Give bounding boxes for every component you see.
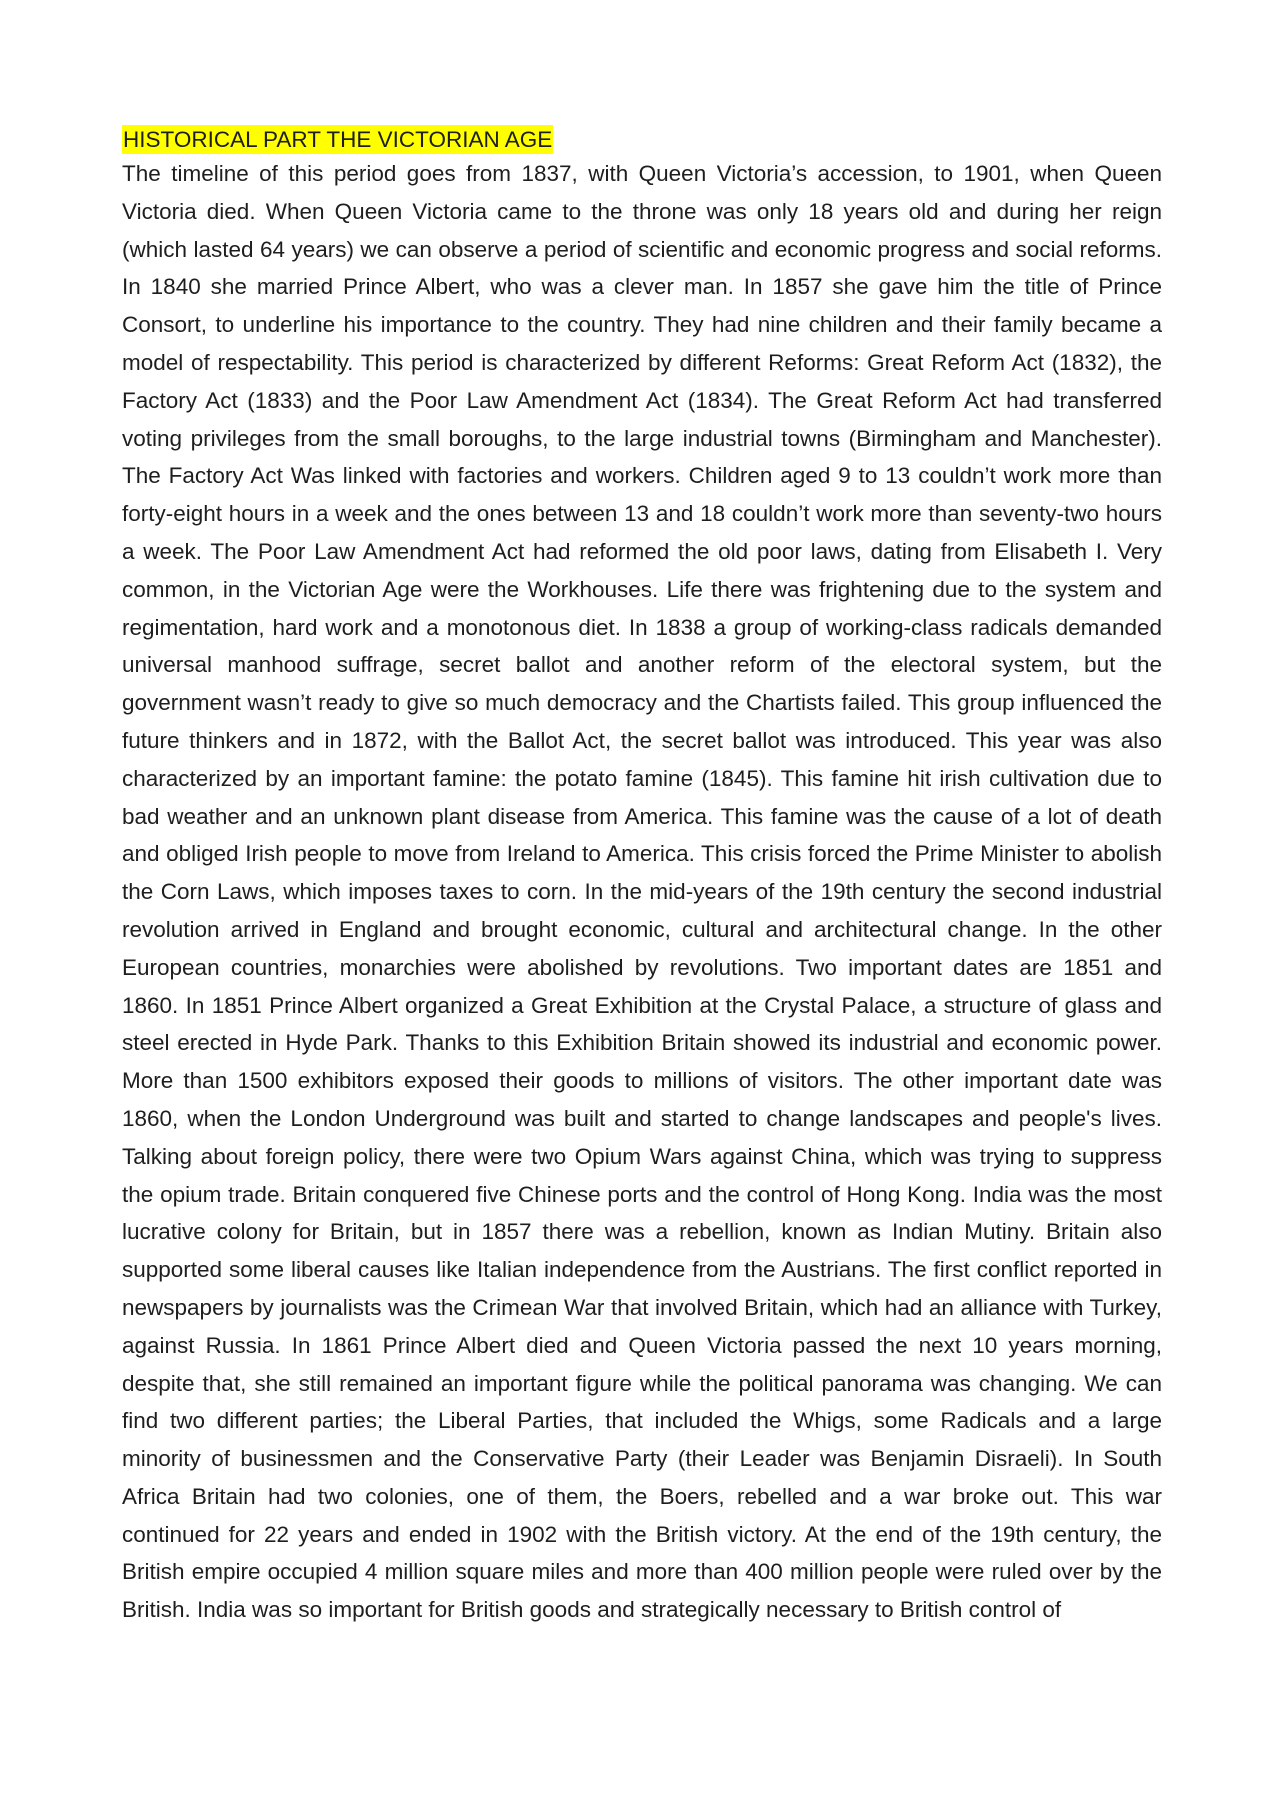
- section-heading: HISTORICAL PART THE VICTORIAN AGE: [123, 127, 553, 152]
- body-paragraph: The timeline of this period goes from 1837, with Queen Victoria’s accession, to 1901, when Queen Victoria died. When Queen Victoria came to the throne was only 18 years old and during her reign (which lasted 64 years) we can observe a period of scientific and economic progress and social reforms. In 1840 she married Prince Albert, who was a clever man. In 1857 she gave him the title of Prince Consort, to underline his importance to the country. They had nine children and their family became a model of respectability. This period is characterized by different Reforms: Great Reform Act (1832), the Factory Act (1833) and the Poor Law Amendment Act (1834). The Great Reform Act had transferred voting privileges from the small boroughs, to the large industrial towns (Birmingham and Manchester). The Factory Act Was linked with factories and workers. Children aged 9 to 13 couldn’t work more than forty-eight hours in a week and the ones between 13 and 18 couldn’t work more than seventy-two hours a week. The Poor Law Amendment Act had reformed the old poor laws, dating from Elisabeth I. Very common, in the Victorian Age were the Workhouses. Life there was frightening due to the system and regimentation, hard work and a monotonous diet. In 1838 a group of working-class radicals demanded universal manhood suffrage, secret ballot and another reform of the electoral system, but the government wasn’t ready to give so much democracy and the Chartists failed. This group influenced the future thinkers and in 1872, with the Ballot Act, the secret ballot was introduced. This year was also characterized by an important famine: the potato famine (1845). This famine hit irish cultivation due to bad weather and an unknown plant disease from America. This famine was the cause of a lot of death and obliged Irish people to move from Ireland to America. This crisis forced the Prime Minister to abolish the Corn Laws, which imposes taxes to corn. In the mid-years of the 19th century the second industrial revolution arrived in England and brought economic, cultural and architectural change. In the other European countries, monarchies were abolished by revolutions. Two important dates are 1851 and 1860. In 1851 Prince Albert organized a Great Exhibition at the Crystal Palace, a structure of glass and steel erected in Hyde Park. Thanks to this Exhibition Britain showed its industrial and economic power. More than 1500 exhibitors exposed their goods to millions of visitors. The other important date was 1860, when the London Underground was built and started to change landscapes and people's lives. Talking about foreign policy, there were two Opium Wars against China, which was trying to suppress the opium trade. Britain conquered five Chinese ports and the control of Hong Kong. India was the most lucrative colony for Britain, but in 1857 there was a rebellion, known as Indian Mutiny. Britain also supported some liberal causes like Italian independence from the Austrians. The first conflict reported in newspapers by journalists was the Crimean War that involved Britain, which had an alliance with Turkey, against Russia. In 1861 Prince Albert died and Queen Victoria passed the next 10 years morning, despite that, she still remained an important figure while the political panorama was changing. We can find two different parties; the Liberal Parties, that included the Whigs, some Radicals and a large minority of businessmen and the Conservative Party (their Leader was Benjamin Disraeli). In South Africa Britain had two colonies, one of them, the Boers, rebelled and a war broke out. This war continued for 22 years and ended in 1902 with the British victory. At the end of the 19th century, the British empire occupied 4 million square miles and more than 400 million people were ruled over by the British. India was so important for British goods and strategically necessary to British control of: [122, 161, 1162, 1623]
- heading-line: [122, 121, 1162, 155]
- document-content: [122, 121, 1162, 1629]
